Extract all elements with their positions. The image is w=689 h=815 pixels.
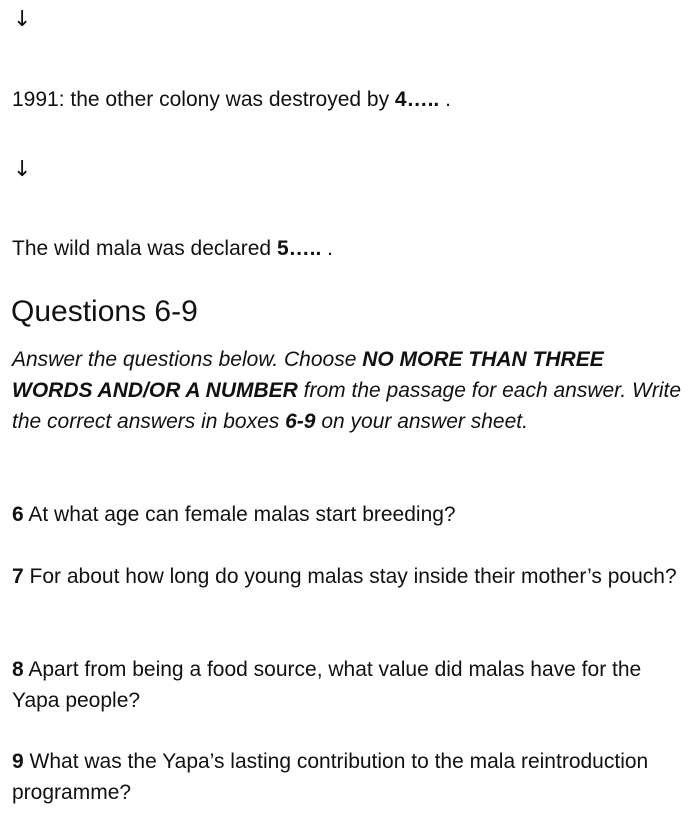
flow-line-1991-text: 1991: the other colony was destroyed by [12,88,395,111]
gap-4: 4….. [394,88,446,111]
instructions-part1: Answer the questions below. Choose [12,348,363,371]
question-8-text: Apart from being a food source, what value did malas have for the Yapa people? [12,658,642,712]
question-8-number: 8 [12,658,24,681]
flow-arrow-2: ↓ [13,157,32,182]
flow-arrow-1: ↓ [13,7,32,32]
question-7-text: For about how long do young malas stay inside their mother’s pouch? [23,565,677,588]
question-6-text: At what age can female malas start breeding? [23,503,456,526]
instructions-part3: on your answer sheet. [315,410,528,433]
instructions-part2: from the passage for each answer. Write the correct answers in boxes [12,379,682,433]
flow-line-declared-text: The wild mala was declared [12,237,277,260]
flow-line-declared [12,233,333,264]
question-9-text: What was the Yapa’s lasting contribution to the mala reintroduction programme? [12,750,649,804]
instructions-bold1: NO MORE THAN THREE WORDS AND/OR A NUMBER [12,348,604,402]
question-8 [12,654,684,716]
instructions-bold2: 6-9 [285,410,316,433]
section-title: Questions 6-9 [11,295,198,328]
question-9 [12,746,684,808]
question-6 [12,499,684,530]
flow-line-1991-end: . [445,88,451,111]
flow-line-1991 [12,84,451,115]
question-7-number: 7 [12,565,24,588]
instructions [12,344,682,437]
question-7 [12,561,684,592]
gap-5: 5….. [276,237,328,260]
question-9-number: 9 [12,750,24,773]
flow-line-declared-end: . [327,237,333,260]
question-6-number: 6 [12,503,24,526]
